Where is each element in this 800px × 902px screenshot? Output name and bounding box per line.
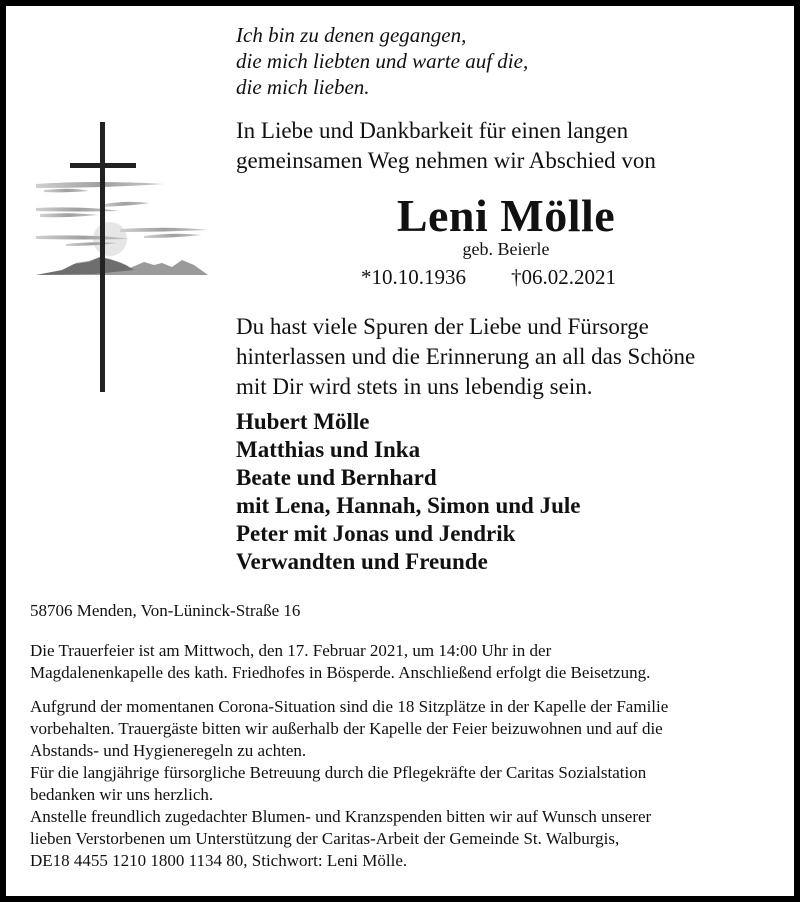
note-line: Abstands- und Hygieneregeln zu achten. <box>30 741 307 760</box>
cross-horizontal <box>70 163 136 168</box>
death-date: †06.02.2021 <box>511 265 616 289</box>
note-line: Aufgrund der momentanen Corona-Situation sind die 18 Sitzplätze in der Kapelle der Familie <box>30 697 669 716</box>
cross-landscape-icon <box>34 122 210 392</box>
mourner: Verwandten und Freunde <box>236 549 488 574</box>
note-line: vorbehalten. Trauergäste bitten wir außerhalb der Kapelle der Feier beizuwohnen und auf die <box>30 719 663 738</box>
mourners-list <box>236 408 580 576</box>
mourner: mit Lena, Hannah, Simon und Jule <box>236 493 581 518</box>
funeral-ceremony-info <box>30 640 650 684</box>
cross-vertical <box>100 122 105 392</box>
motto-line: die mich lieben. <box>236 75 370 99</box>
farewell-line: hinterlassen und die Erinnerung an all das Schöne <box>236 344 696 369</box>
family-address: 58706 Menden, Von-Lüninck-Straße 16 <box>30 601 301 620</box>
mourner: Peter mit Jonas und Jendrik <box>236 521 516 546</box>
farewell-line: mit Dir wird stets in uns lebendig sein. <box>236 374 593 399</box>
note-line: lieben Verstorbenen um Unterstützung der Caritas-Arbeit der Gemeinde St. Walburgis, <box>30 829 620 848</box>
farewell-text <box>236 312 695 402</box>
note-line: Anstelle freundlich zugedachter Blumen- und Kranzspenden bitten wir auf Wunsch unserer <box>30 807 652 826</box>
farewell-line: Du hast viele Spuren der Liebe und Fürsorge <box>236 314 649 339</box>
deceased-name: Leni Mölle <box>396 190 616 241</box>
ceremony-line: Magdalenenkapelle des kath. Friedhofes in Bösperde. Anschließend erfolgt die Beisetzung. <box>30 663 651 682</box>
motto-quote <box>236 22 528 100</box>
mourner: Matthias und Inka <box>236 437 421 462</box>
ceremony-line: Die Trauerfeier ist am Mittwoch, den 17. Februar 2021, um 14:00 Uhr in der <box>30 641 552 660</box>
motto-line: die mich liebten und warte auf die, <box>236 49 529 73</box>
birth-date: *10.10.1936 <box>361 265 466 289</box>
mourner: Beate und Bernhard <box>236 465 437 490</box>
note-line: Für die langjährige fürsorgliche Betreuung durch die Pflegekräfte der Caritas Sozialstation <box>30 763 647 782</box>
maiden-name: geb. Beierle <box>462 239 550 259</box>
motto-line: Ich bin zu denen gegangen, <box>236 23 467 47</box>
mourner: Hubert Mölle <box>236 409 370 434</box>
intro-line: gemeinsamen Weg nehmen wir Abschied von <box>236 148 656 173</box>
intro-text <box>236 116 656 176</box>
additional-notes <box>30 696 668 872</box>
note-line: bedanken wir uns herzlich. <box>30 785 214 804</box>
note-line: DE18 4455 1210 1800 1134 80, Stichwort: Leni Mölle. <box>30 851 408 870</box>
intro-line: In Liebe und Dankbarkeit für einen langen <box>236 118 629 143</box>
